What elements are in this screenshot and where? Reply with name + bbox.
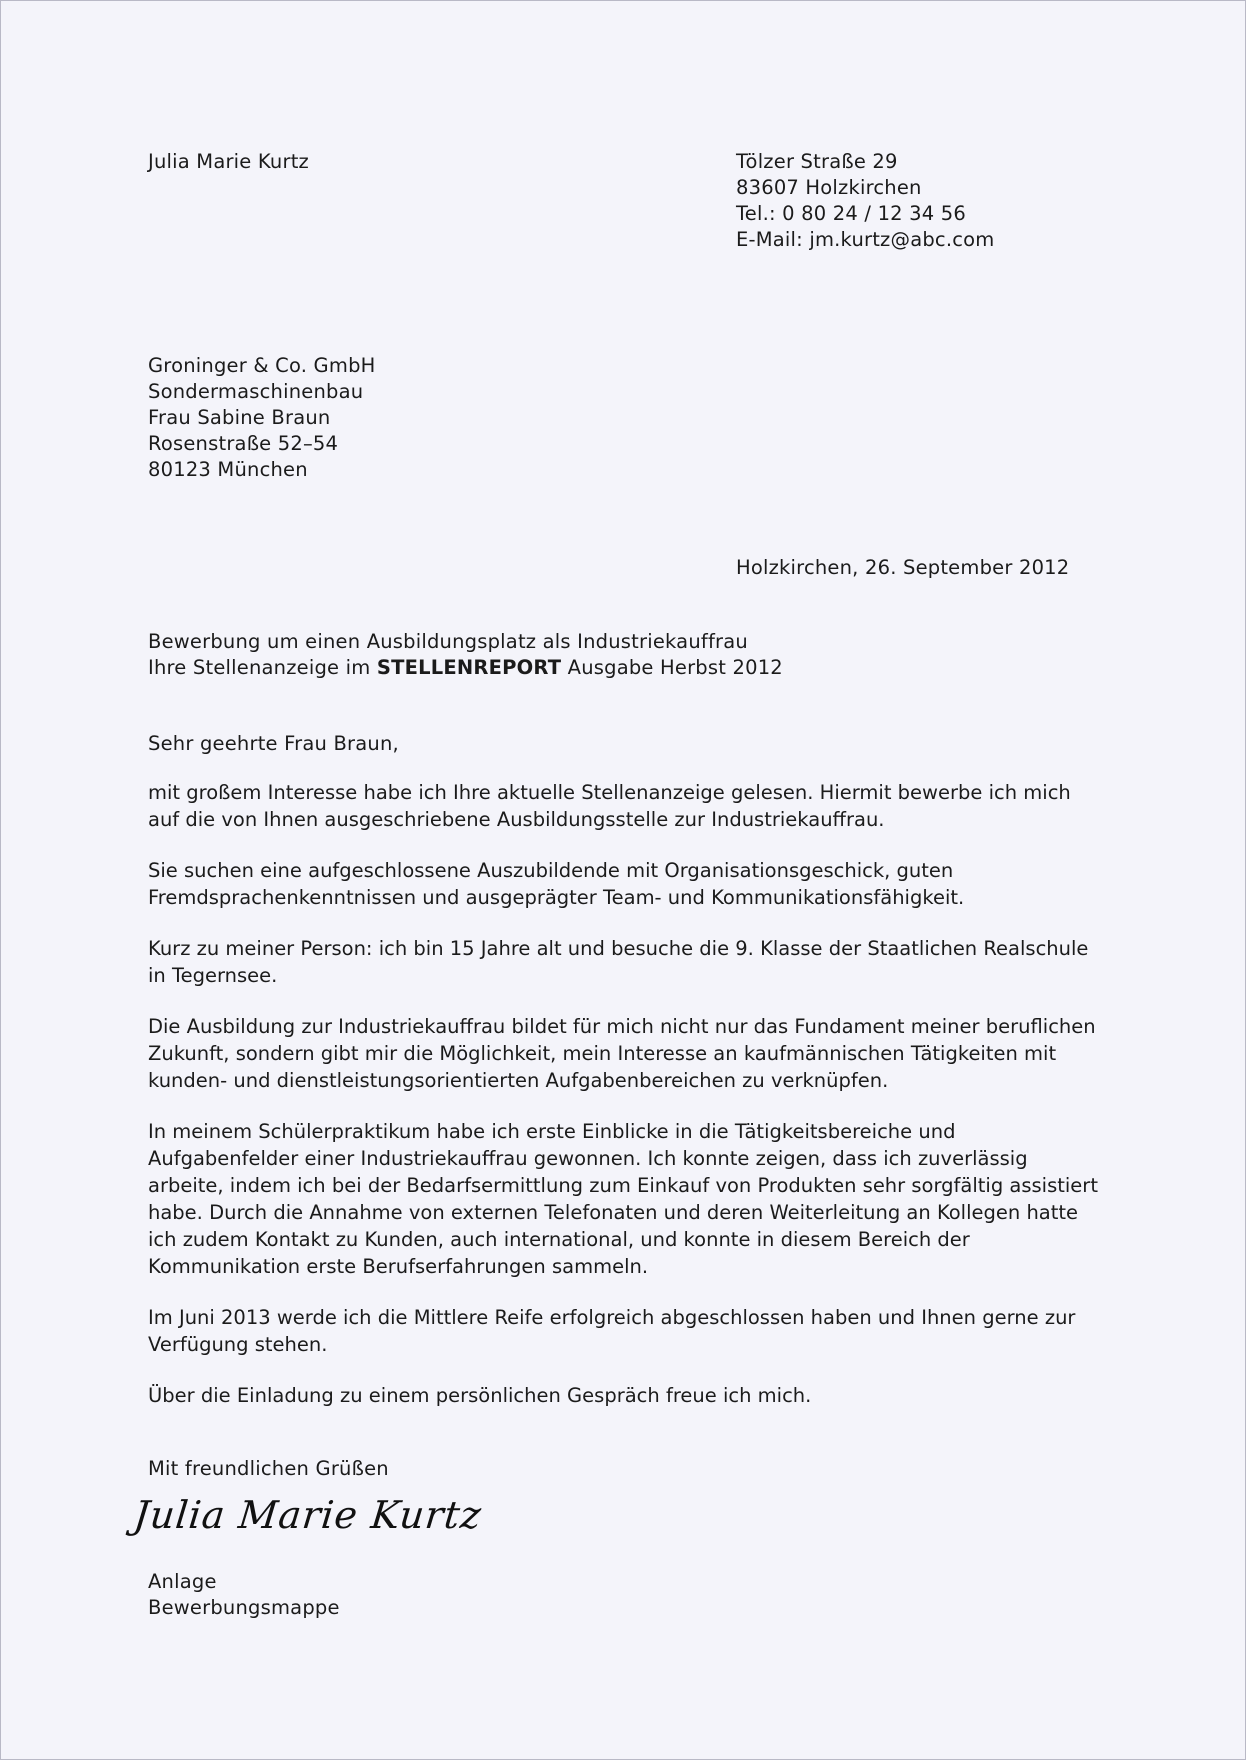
sender-phone: Tel.: 0 80 24 / 12 34 56 (736, 202, 967, 225)
recipient-city: 80123 München (148, 458, 308, 481)
recipient-department: Sondermaschinenbau (148, 380, 364, 403)
sender-email: E-Mail: jm.kurtz@abc.com (736, 228, 995, 251)
body-paragraph: Kurz zu meiner Person: ich bin 15 Jahre alt und besuche die 9. Klasse der Staatlichen Realschule in Tegernsee. (148, 937, 1089, 987)
closing-phrase: Mit freundlichen Grüßen (148, 1457, 389, 1480)
place-and-date: Holzkirchen, 26. September 2012 (736, 556, 1070, 579)
subject-suffix: Ausgabe Herbst 2012 (561, 656, 783, 679)
attachment-block (148, 1569, 340, 1621)
attachment-value: Bewerbungsmappe (148, 1596, 340, 1619)
recipient-person: Frau Sabine Braun (148, 406, 331, 429)
recipient-street: Rosenstraße 52–54 (148, 432, 339, 455)
sender-street: Tölzer Straße 29 (736, 150, 898, 173)
subject-block (148, 629, 1048, 681)
subject-publication: STELLENREPORT (376, 656, 562, 679)
letter-sheet (1, 1, 1245, 1759)
subject-line-1: Bewerbung um einen Ausbildungsplatz als Industriekauffrau (148, 630, 748, 653)
sender-city: 83607 Holzkirchen (736, 176, 922, 199)
sender-name: Julia Marie Kurtz (148, 150, 309, 173)
body-paragraph: Über die Einladung zu einem persönlichen Gespräch freue ich mich. (148, 1384, 812, 1407)
attachment-label: Anlage (148, 1570, 217, 1593)
sender-contact-block (736, 149, 995, 253)
body-paragraph: mit großem Interesse habe ich Ihre aktuelle Stellenanzeige gelesen. Hiermit bewerbe ich mich auf die von Ihnen ausgeschriebene Ausbildungsstelle zur Industriekauffrau. (148, 781, 1071, 831)
handwritten-signature: Julia Marie Kurtz (131, 1493, 484, 1537)
recipient-company: Groninger & Co. GmbH (148, 354, 376, 377)
subject-prefix: Ihre Stellenanzeige im (148, 656, 377, 679)
recipient-address-block (148, 353, 376, 483)
body-paragraph: Die Ausbildung zur Industriekauffrau bildet für mich nicht nur das Fundament meiner beruflichen Zukunft, sondern gibt mir die Möglichkeit, mein Interesse an kaufmännischen Tätigkeiten mit kunden- und dienstleistungsorientierten Aufgabenbereichen zu verknüpfen. (148, 1015, 1096, 1092)
body-paragraph: In meinem Schülerpraktikum habe ich erste Einblicke in die Tätigkeitsbereiche und Aufgabenfelder einer Industriekauffrau gewonnen. Ich konnte zeigen, dass ich zuverlässig arbeite, indem ich bei der Bedarfsermittlung zum Einkauf von Produkten sehr sorgfältig assistiert habe. Durch die Annahme von externen Telefonaten und deren Weiterleitung an Kollegen hatte ich zudem Kontakt zu Kunden, auch international, und konnte in diesem Bereich der Kommunikation erste Berufserfahrungen sammeln. (148, 1120, 1098, 1278)
letter-body (148, 779, 1098, 1433)
body-paragraph: Im Juni 2013 werde ich die Mittlere Reife erfolgreich abgeschlossen haben und Ihnen gerne zur Verfügung stehen. (148, 1306, 1076, 1356)
subject-line-2 (148, 655, 1048, 681)
body-paragraph: Sie suchen eine aufgeschlossene Auszubildende mit Organisationsgeschick, guten Fremdsprachenkenntnissen und ausgeprägter Team- und Kommunikationsfähigkeit. (148, 859, 965, 909)
salutation: Sehr geehrte Frau Braun, (148, 732, 399, 755)
